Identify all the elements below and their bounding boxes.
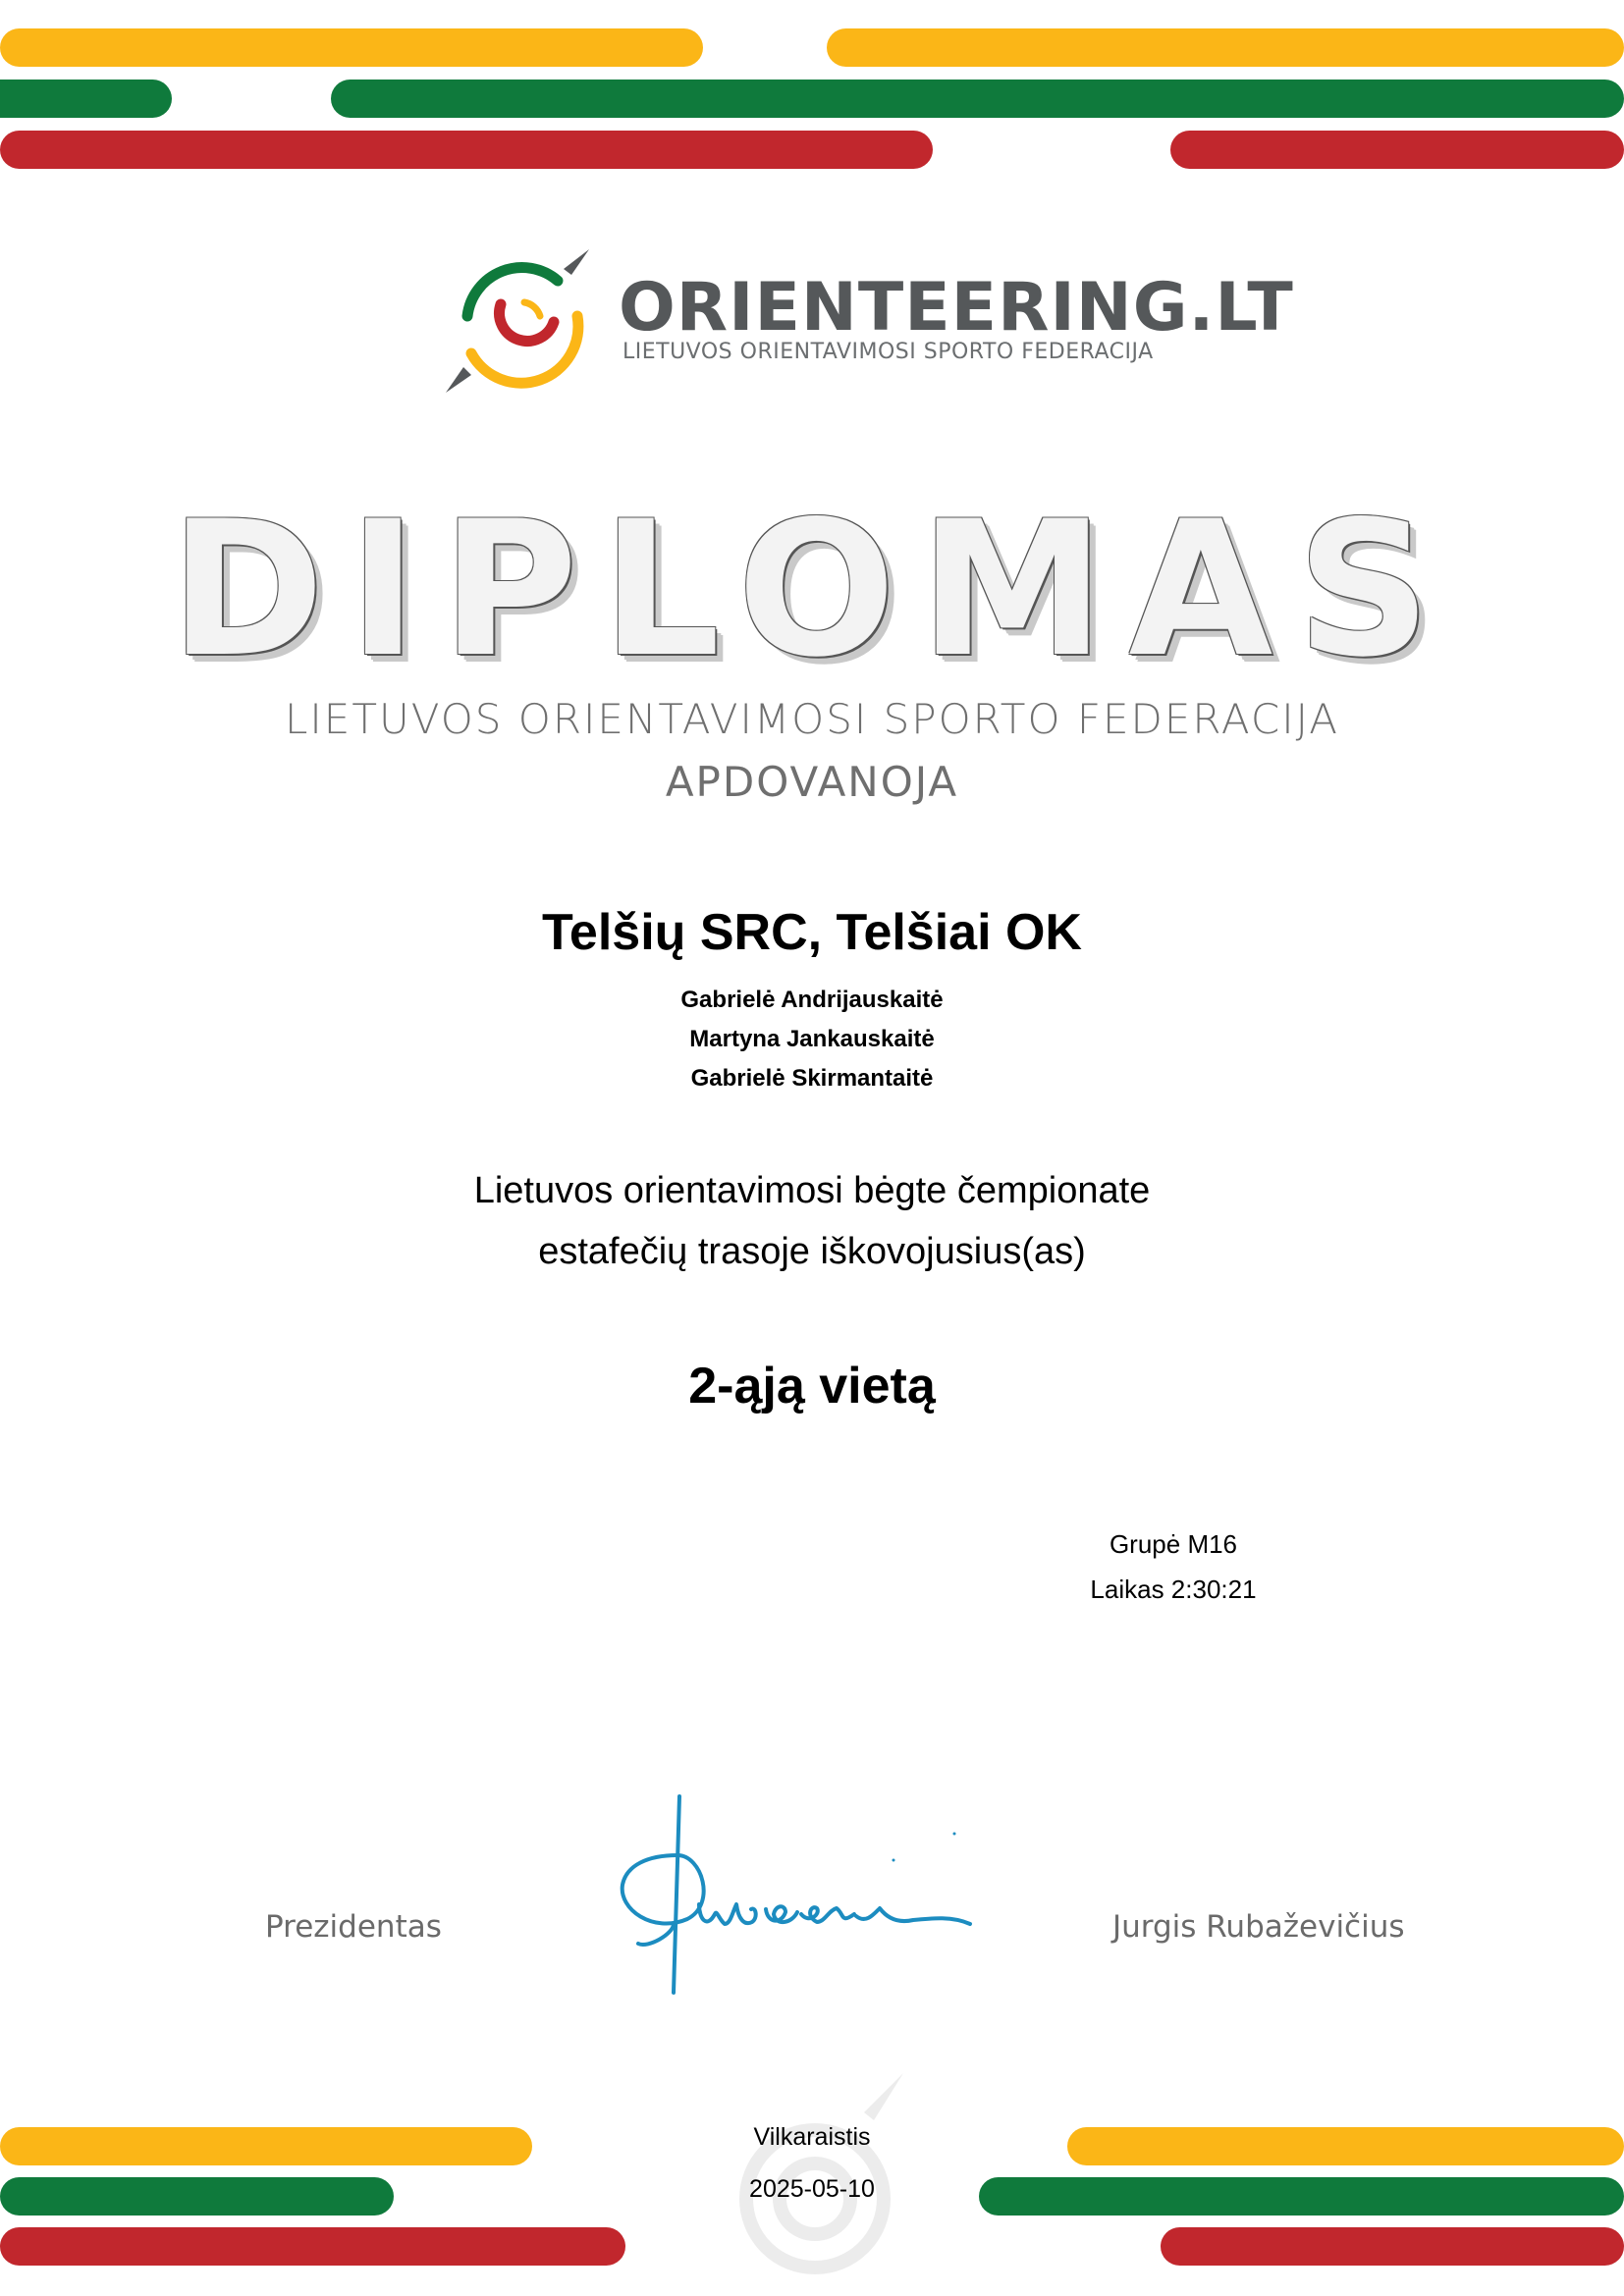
bottom-stripe-red-right <box>1161 2227 1624 2266</box>
top-stripe-green-left <box>0 80 172 118</box>
signature-role: Prezidentas <box>265 1909 442 1945</box>
signer-name: Jurgis Rubaževičius <box>1112 1909 1405 1945</box>
group-label: Grupė M16 <box>1109 1529 1238 1559</box>
awards-line: APDOVANOJA <box>665 758 959 806</box>
federation-line: LIETUVOS ORIENTAVIMOSI SPORTO FEDERACIJA <box>285 695 1339 743</box>
event-date: 2025-05-10 <box>749 2175 875 2203</box>
top-stripe-red-left <box>0 131 933 169</box>
team-member: Martyna Jankauskaitė <box>689 1026 935 1052</box>
championship-line: Lietuvos orientavimosi bėgte čempionate <box>473 1170 1151 1211</box>
federation-logo <box>442 245 1294 402</box>
event-location: Vilkaraistis <box>753 2123 871 2151</box>
top-stripe-red-right <box>1170 131 1624 169</box>
diploma-heading: DIPLOMAS <box>169 481 1455 698</box>
team-member: Gabrielė Andrijauskaitė <box>680 987 944 1013</box>
team-member: Gabrielė Skirmantaitė <box>690 1065 934 1092</box>
place-awarded: 2-ąją vietą <box>688 1358 936 1415</box>
course-line: estafečių trasoje iškovojusius(as) <box>538 1231 1086 1272</box>
team-name: Telšių SRC, Telšiai OK <box>542 904 1082 961</box>
top-stripe-green-right <box>331 80 1624 118</box>
top-stripe-yellow-left <box>0 28 703 67</box>
logo-subtitle: LIETUVOS ORIENTAVIMOSI SPORTO FEDERACIJA <box>623 340 1154 364</box>
logo-title: ORIENTEERING.LT <box>619 269 1294 347</box>
compass-logo-icon <box>442 245 599 402</box>
top-stripe-yellow-right <box>827 28 1624 67</box>
time-label: Laikas 2:30:21 <box>1090 1575 1257 1604</box>
handwritten-signature <box>609 1787 982 2012</box>
bottom-stripe-red-left <box>0 2227 625 2266</box>
